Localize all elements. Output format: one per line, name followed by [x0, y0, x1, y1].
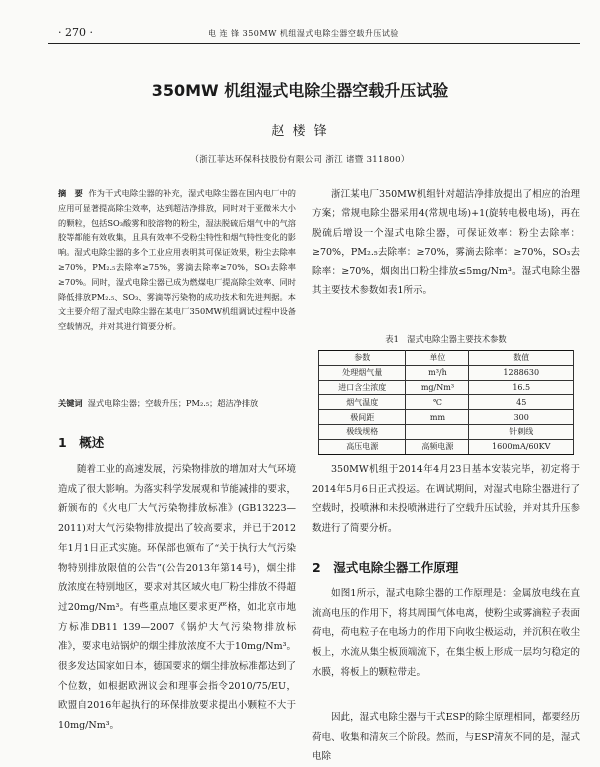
- table-cell: 处理烟气量: [319, 365, 406, 380]
- section-2-paragraph: 如图1所示，湿式电除尘器的工作原理是：金属放电线在直流高电压的作用下，将其周围气体电离，使粉尘或雾滴粒子表面荷电，荷电粒子在电场力的作用下向收尘极运动，并沉积在收尘板上，水流从集尘板顶端流下，在集尘板上形成一层均匀稳定的水膜，将板上的颗粒带走。: [312, 588, 580, 678]
- table-cell: mg/Nm³: [406, 380, 469, 395]
- author-affiliation: （浙江菲达环保科技股份有限公司 浙江 诸暨 311800）: [190, 155, 410, 165]
- paper-author: 赵 楼 锋: [271, 124, 329, 139]
- table-row: [319, 380, 574, 395]
- table-cell: 极间距: [319, 410, 406, 425]
- section-2-paragraph-2: 因此，湿式电除尘器与干式ESP的除尘原理相同，都要经历荷电、收集和清灰三个阶段。然而，与ESP清灰不同的是，湿式电除: [312, 712, 580, 763]
- table-cell: 进口含尘浓度: [319, 380, 406, 395]
- table-cell: [406, 424, 469, 439]
- table-cell: 高频电源: [406, 439, 469, 454]
- table-caption: 表1 湿式电除尘器主要技术参数: [385, 334, 507, 344]
- table-header-row: [319, 351, 574, 366]
- keywords-text: 湿式电除尘器；空载升压；PM₂.₅；超洁净排放: [87, 398, 259, 408]
- header-rule: [48, 43, 580, 44]
- table-header-cell: 参数: [319, 351, 406, 366]
- running-title: 电 连 锋 350MW 机组湿式电除尘器空载升压试验: [208, 29, 399, 38]
- table-row: [319, 365, 574, 380]
- table-row: [319, 424, 574, 439]
- table-cell: 300: [469, 410, 574, 425]
- section-1-heading: 1 概述: [58, 435, 105, 450]
- table-cell: 1288630: [469, 365, 574, 380]
- table-cell: 烟气温度: [319, 395, 406, 410]
- abstract-label: 摘 要: [58, 188, 83, 198]
- commissioning-paragraph: 350MW机组于2014年4月23日基本安装完毕，初定将于2014年5月6日正式投运。在调试期间，对湿式电除尘器进行了空载时，投喷淋和未投喷淋进行了空载升压试验，并对其升压参数进行了简要分析。: [312, 464, 580, 535]
- table-cell: 16.5: [469, 380, 574, 395]
- paper-title: 350MW 机组湿式电除尘器空载升压试验: [151, 81, 449, 100]
- table-row: [319, 410, 574, 425]
- table-cell: 极线规格: [319, 424, 406, 439]
- section-1-paragraph: 随着工业的高速发展，污染物排放的增加对大气环境造成了很大影响。为落实科学发展观和节能减排的要求，新颁布的《火电厂大气污染物排放标准》(GB13223—2011)对大气污染物排放提出了较高要求，并已于2012年1月1日正式实施。环保部也颁布了“关于执行大气污染物特别排放限值的公告”(公告2013年第14号)，烟尘排放浓度在特别地区，要求对其区域火电厂粉尘排放不得超过20mg/Nm³。有些重点地区要求更严格，如北京市地方标准DB11 139—2007《锅炉大气污染物排放标准》，要求电站锅炉的烟尘排放浓度不大于10mg/Nm³。很多发达国家如日本，德国要求的烟尘排放标准都达到了个位数，如根据欧洲议会和理事会指令2010/75/EU，欧盟自2016年起执行的环保排放要求提出小颗粒不大于10mg/Nm³。: [58, 464, 296, 732]
- table-cell: 45: [469, 395, 574, 410]
- table-header-cell: 单位: [406, 351, 469, 366]
- table-header-cell: 数值: [469, 351, 574, 366]
- section-2-heading: 2 湿式电除尘器工作原理: [312, 560, 459, 575]
- table-row: [319, 439, 574, 454]
- abstract-text: 作为干式电除尘器的补充，湿式电除尘器在国内电厂中的应用可显著提高除尘效率，达到超洁净排放，同时对于亚微米大小的颗粒，包括SO₃酸雾和胶溶物的粉尘，湿法脱硫后烟气中的气溶胶等都能有效收集，且具有效率不受粉尘特性和烟气特性变化的影响。湿式电除尘器的多个工业应用表明其可保证效果，粉尘去除率≥70%，PM₂.₅去除率≥75%，雾滴去除率≥70%，SO₃去除率≥70%。同时，湿式电除尘器已成为燃煤电厂提高除尘效率、同时降低排放PM₂.₅、SO₃、雾滴等污染物的成功技术和先进判据。本文主要介绍了湿式电除尘器在某电厂350MW机组调试过程中设备空载情况，并对其进行简要分析。: [58, 188, 296, 332]
- keywords: [58, 396, 296, 411]
- abstract: [58, 186, 296, 334]
- keywords-label: 关键词: [58, 398, 83, 408]
- table-cell: 高压电源: [319, 439, 406, 454]
- parameters-table: [318, 350, 574, 455]
- table-cell: mm: [406, 410, 469, 425]
- table-cell: ℃: [406, 395, 469, 410]
- table-cell: m³/h: [406, 365, 469, 380]
- intro-paragraph: 浙江某电厂350MW机组针对超洁净排放提出了相应的治理方案；常规电除尘器采用4(常规电场)+1(旋转电极电场)，再在脱硫后增设一个湿式电除尘器，可保证效率：粉尘去除率：≥70%，PM₂.₅去除率：≥70%，雾滴去除率：≥70%，SO₃去除率：≥70%，烟囱出口粉尘排放≤5mg/Nm³。湿式电除尘器其主要技术参数如表1所示。: [312, 189, 580, 297]
- table-cell: 针刺线: [469, 424, 574, 439]
- page-number: · 270 ·: [58, 26, 93, 39]
- table-row: [319, 395, 574, 410]
- table-cell: 1600mA/60KV: [469, 439, 574, 454]
